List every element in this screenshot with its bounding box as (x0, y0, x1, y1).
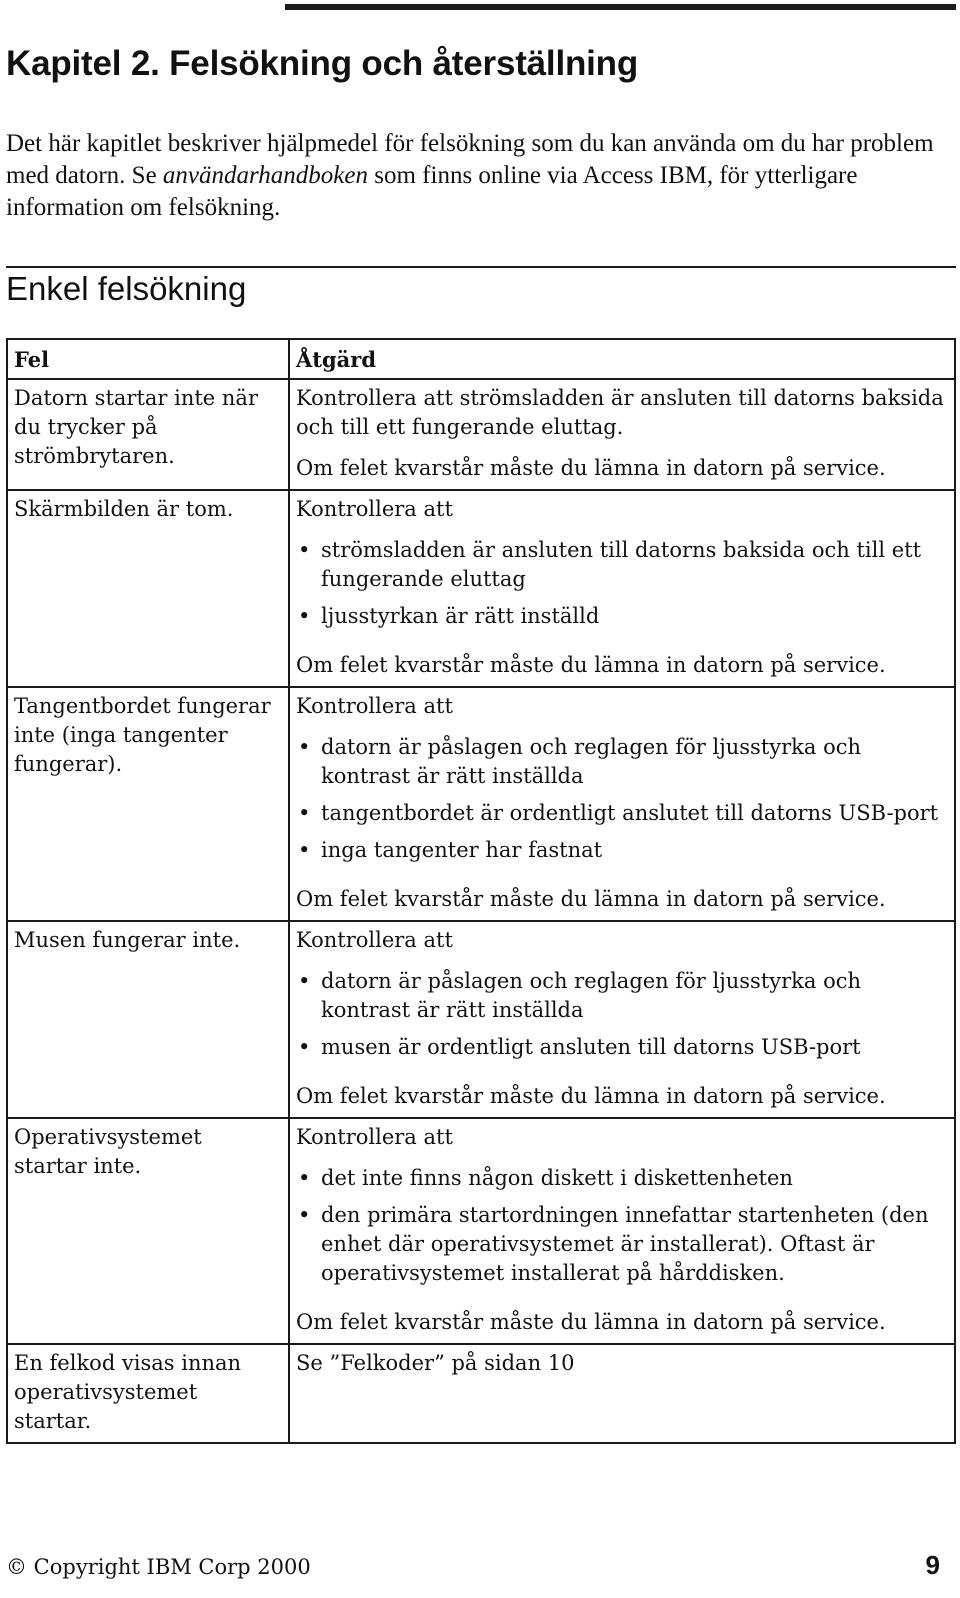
action-outro: Om felet kvarstår måste du lämna in datorn på service. (296, 653, 886, 677)
action-intro: Kontrollera att (296, 928, 453, 952)
table-header-row (7, 339, 955, 379)
action-outro: Om felet kvarstår måste du lämna in datorn på service. (296, 1084, 886, 1108)
bullet-icon: • (298, 1035, 311, 1059)
bullet-text: det inte finns någon diskett i diskettenheten (321, 1166, 793, 1190)
intro-text-start: Det här kapitlet beskriver hjälpmedel för felsökning som du kan använda om du har problem med datorn. Se (6, 130, 934, 189)
action-intro: Kontrollera att (296, 1125, 453, 1149)
table-row (7, 921, 955, 1118)
table-row (7, 687, 955, 921)
action-bullet-list (296, 1164, 946, 1288)
troubleshooting-table (6, 338, 956, 1444)
bullet-icon: • (298, 969, 311, 993)
action-cell (289, 1118, 955, 1344)
action-cell (289, 921, 955, 1118)
page-number: 9 (925, 1550, 940, 1580)
intro-text-end: som finns online via Access IBM, för ytterligare information om felsökning. (6, 162, 858, 221)
bullet-text: tangentbordet är ordentligt anslutet till datorns USB-port (321, 801, 939, 825)
bullet-text: den primära startordningen innefattar startenheten (den enhet där operativsystemet är installerat). Oftast är operativsystemet installerat på hårddisken. (321, 1203, 929, 1285)
action-bullet-list (296, 536, 946, 631)
bullet-text: datorn är påslagen och reglagen för ljusstyrka och kontrast är rätt inställda (321, 969, 862, 1022)
action-outro: Om felet kvarstår måste du lämna in datorn på service. (296, 456, 886, 480)
action-bullet-list (296, 733, 946, 865)
action-cell (289, 379, 955, 490)
section-title: Enkel felsökning (6, 270, 247, 307)
bullet-icon: • (298, 838, 311, 862)
bullet-icon: • (298, 604, 311, 628)
bullet-icon: • (298, 1203, 311, 1227)
intro-paragraph (6, 128, 956, 224)
header-action: Åtgärd (289, 339, 955, 379)
intro-emphasis: användarhandboken (162, 162, 368, 189)
problem-cell: En felkod visas innan operativsystemet startar. (7, 1344, 289, 1443)
copyright-footer: © Copyright IBM Corp 2000 (6, 1555, 311, 1579)
header-problem: Fel (7, 339, 289, 379)
bullet-icon: • (298, 801, 311, 825)
table-row (7, 1118, 955, 1344)
bullet-icon: • (298, 1166, 311, 1190)
action-intro: Kontrollera att (296, 694, 453, 718)
action-intro: Se ”Felkoder” på sidan 10 (296, 1351, 575, 1375)
bullet-text: musen är ordentligt ansluten till datorns USB-port (321, 1035, 861, 1059)
list-item (296, 1201, 946, 1288)
list-item (296, 536, 946, 594)
problem-cell: Skärmbilden är tom. (7, 490, 289, 687)
problem-cell: Tangentbordet fungerar inte (inga tangenter fungerar). (7, 687, 289, 921)
list-item (296, 1033, 946, 1062)
bullet-icon: • (298, 735, 311, 759)
top-rule (285, 4, 956, 10)
action-outro: Om felet kvarstår måste du lämna in datorn på service. (296, 1310, 886, 1334)
list-item (296, 799, 946, 828)
problem-cell: Musen fungerar inte. (7, 921, 289, 1118)
list-item (296, 733, 946, 791)
action-cell (289, 687, 955, 921)
list-item (296, 602, 946, 631)
problem-cell: Operativsystemet startar inte. (7, 1118, 289, 1344)
action-intro: Kontrollera att strömsladden är ansluten till datorns baksida och till ett fungerande eluttag. (296, 386, 944, 439)
bullet-text: inga tangenter har fastnat (321, 838, 603, 862)
action-intro: Kontrollera att (296, 497, 453, 521)
list-item (296, 967, 946, 1025)
action-outro: Om felet kvarstår måste du lämna in datorn på service. (296, 887, 886, 911)
bullet-text: strömsladden är ansluten till datorns baksida och till ett fungerande eluttag (321, 538, 922, 591)
chapter-title: Kapitel 2. Felsökning och återställning (6, 44, 639, 83)
table-row (7, 379, 955, 490)
list-item (296, 836, 946, 865)
problem-cell: Datorn startar inte när du trycker på strömbrytaren. (7, 379, 289, 490)
table-row (7, 1344, 955, 1443)
bullet-text: datorn är påslagen och reglagen för ljusstyrka och kontrast är rätt inställda (321, 735, 862, 788)
list-item (296, 1164, 946, 1193)
bullet-text: ljusstyrkan är rätt inställd (321, 604, 600, 628)
table-row (7, 490, 955, 687)
table-body (7, 379, 955, 1443)
section-rule (6, 266, 956, 268)
action-cell (289, 1344, 955, 1443)
bullet-icon: • (298, 538, 311, 562)
action-bullet-list (296, 967, 946, 1062)
action-cell (289, 490, 955, 687)
